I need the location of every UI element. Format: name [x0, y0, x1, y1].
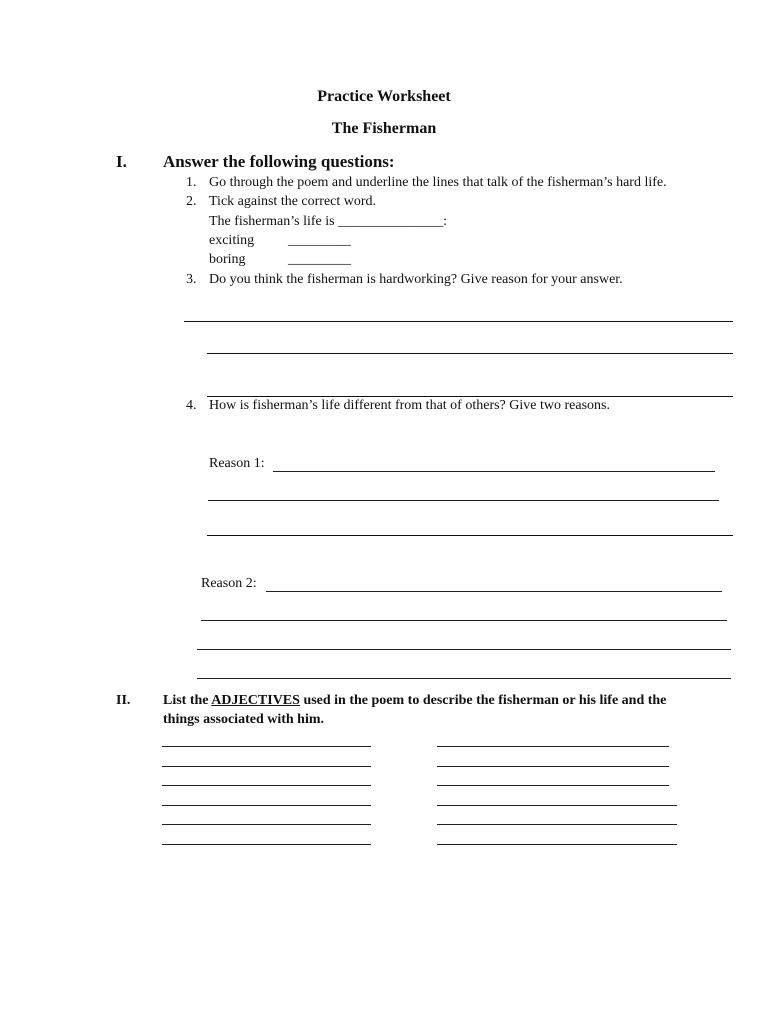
question-2-text: Tick against the correct word.: [209, 194, 377, 209]
answer-line[interactable]: [207, 353, 733, 354]
adjective-blank[interactable]: [162, 766, 371, 767]
worksheet-subtitle: The Fisherman: [331, 120, 437, 137]
adjective-blank[interactable]: [437, 766, 669, 767]
adjective-blank[interactable]: [162, 746, 371, 747]
option-boring: boring: [209, 252, 246, 267]
question-4-text: How is fisherman’s life different from that of others? Give two reasons.: [209, 398, 610, 413]
section-number-1: I.: [116, 152, 127, 171]
answer-line[interactable]: [207, 535, 733, 536]
adjective-blank[interactable]: [162, 824, 371, 825]
question-3-text: Do you think the fisherman is hardworking? Give reason for your answer.: [209, 272, 623, 287]
question-1-text: Go through the poem and underline the lines that talk of the fisherman’s hard life.: [209, 175, 667, 190]
answer-line[interactable]: [197, 678, 731, 679]
adjective-blank[interactable]: [437, 746, 669, 747]
reason-1-label: Reason 1:: [209, 456, 265, 471]
adjective-blank[interactable]: [437, 805, 677, 806]
answer-line[interactable]: [273, 471, 715, 472]
answer-line[interactable]: [207, 396, 733, 397]
adjective-blank[interactable]: [162, 805, 371, 806]
answer-line[interactable]: [201, 620, 727, 621]
option-exciting-blank[interactable]: _________: [288, 233, 351, 248]
answer-line[interactable]: [197, 649, 731, 650]
adjective-blank[interactable]: [437, 844, 677, 845]
question-number: 3.: [186, 272, 197, 287]
adjectives-keyword: ADJECTIVES: [211, 693, 300, 708]
adjective-blank[interactable]: [162, 785, 371, 786]
adjective-blank[interactable]: [437, 824, 677, 825]
question-number: 2.: [186, 194, 197, 209]
adjective-blank[interactable]: [437, 785, 669, 786]
section-number-2: II.: [116, 693, 131, 708]
section-2-instruction: [163, 693, 666, 709]
question-number: 1.: [186, 175, 197, 190]
option-exciting: exciting: [209, 233, 255, 248]
answer-line[interactable]: [266, 591, 722, 592]
question-2-stem: The fisherman’s life is _______________:: [209, 214, 447, 229]
reason-2-label: Reason 2:: [201, 576, 257, 591]
worksheet-title: Practice Worksheet: [317, 88, 451, 105]
answer-line[interactable]: [184, 321, 733, 322]
question-number: 4.: [186, 398, 197, 413]
option-boring-blank[interactable]: _________: [288, 252, 351, 267]
answer-line[interactable]: [208, 500, 719, 501]
section-heading-1: Answer the following questions:: [163, 152, 395, 171]
section-2-instruction-line2: things associated with him.: [163, 712, 325, 727]
adjective-blank[interactable]: [162, 844, 371, 845]
instruction-text: used in the poem to describe the fisherman or his life and the: [299, 693, 667, 708]
instruction-text: List the: [163, 693, 212, 708]
